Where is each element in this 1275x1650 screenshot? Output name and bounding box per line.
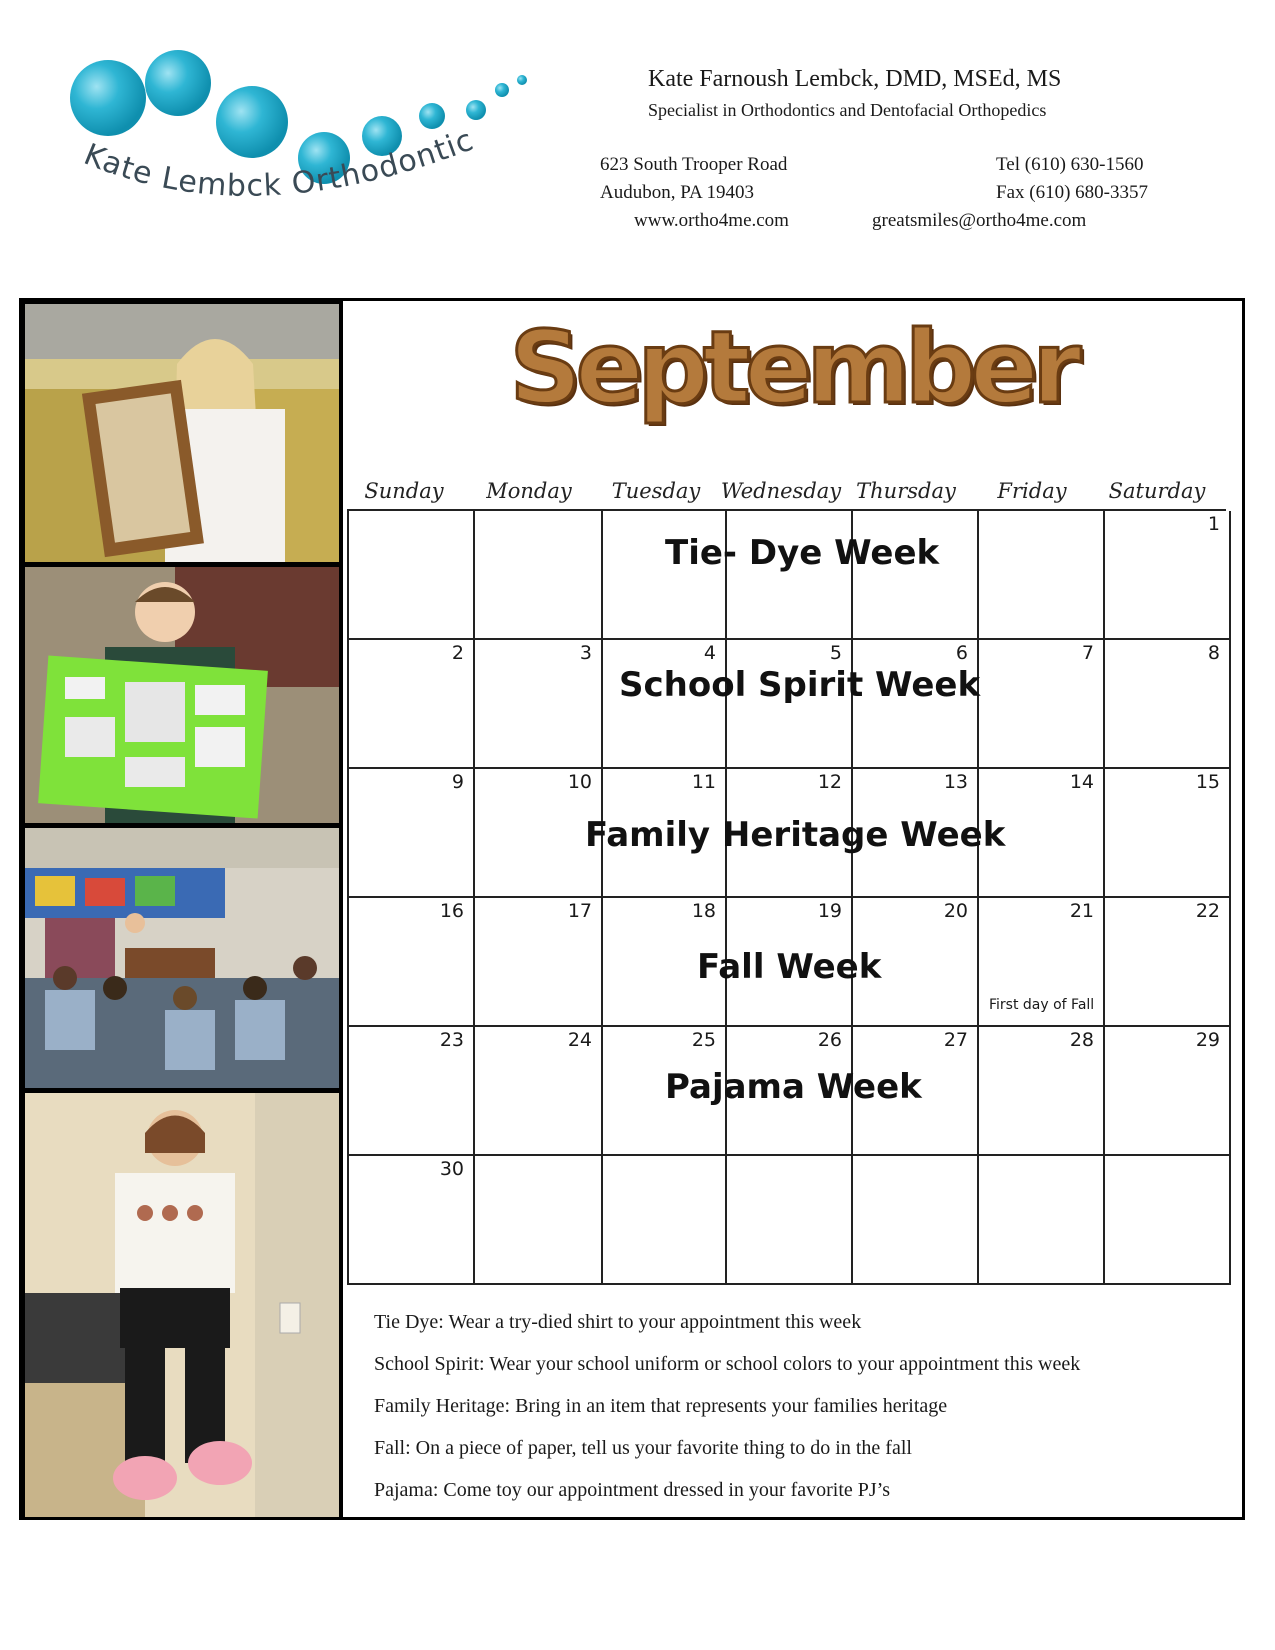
doctor-name: Kate Farnoush Lembck, DMD, MSEd, MS	[648, 66, 1062, 92]
day-number: 12	[817, 771, 842, 793]
day-number: 5	[829, 642, 842, 664]
day-number: 27	[943, 1029, 968, 1051]
day-cell	[1105, 1027, 1231, 1156]
address-line-1: 623 South Trooper Road	[600, 154, 788, 175]
day-cell	[979, 1156, 1105, 1285]
day-number: 6	[955, 642, 968, 664]
day-cell	[853, 511, 979, 640]
theme-descriptions	[374, 1301, 1234, 1511]
fall-description: Fall: On a piece of paper, tell us your favorite thing to do in the fall	[374, 1437, 912, 1459]
day-cell	[349, 640, 475, 769]
day-number: 18	[691, 900, 716, 922]
specialty: Specialist in Orthodontics and Dentofacial Orthopedics	[648, 100, 1047, 120]
address-line-2: Audubon, PA 19403	[600, 182, 754, 203]
day-number: 30	[439, 1158, 464, 1180]
day-cell	[349, 511, 475, 640]
day-cell	[1105, 898, 1231, 1027]
calendar-grid	[347, 509, 1226, 1285]
fax: Fax (610) 680-3357	[996, 182, 1148, 203]
day-cell	[603, 1156, 727, 1285]
weekday-saturday: Saturday	[1108, 479, 1206, 503]
day-cell	[475, 640, 603, 769]
day-number: 2	[451, 642, 464, 664]
day-cell	[1105, 511, 1231, 640]
day-cell	[349, 769, 475, 898]
day-number: 28	[1069, 1029, 1094, 1051]
day-cell	[1105, 1156, 1231, 1285]
day-cell	[475, 1027, 603, 1156]
tie-dye-description: Tie Dye: Wear a try-died shirt to your appointment this week	[374, 1311, 862, 1333]
day-number: 20	[943, 900, 968, 922]
day-number: 4	[703, 642, 716, 664]
email-link[interactable]: greatsmiles@ortho4me.com	[872, 210, 1087, 231]
day-number: 11	[691, 771, 716, 793]
day-number: 15	[1195, 771, 1220, 793]
first-day-of-fall-note: First day of Fall	[989, 997, 1095, 1013]
day-cell	[475, 511, 603, 640]
weekday-wednesday: Wednesday	[720, 479, 842, 503]
day-number: 9	[451, 771, 464, 793]
practice-logo	[70, 50, 570, 260]
day-cell	[475, 1156, 603, 1285]
day-cell	[979, 1027, 1105, 1156]
bubbles-logo-icon	[70, 50, 570, 260]
day-cell	[475, 898, 603, 1027]
day-cell	[1105, 769, 1231, 898]
day-cell	[979, 640, 1105, 769]
day-number: 29	[1195, 1029, 1220, 1051]
logo-text: Kate Lembck Orthodontic	[78, 122, 479, 204]
weekday-monday: Monday	[486, 479, 572, 503]
day-cell	[853, 1156, 979, 1285]
day-number: 21	[1069, 900, 1094, 922]
fall-week-label: Fall Week	[697, 947, 882, 987]
website-link[interactable]: www.ortho4me.com	[634, 210, 789, 231]
day-cell	[979, 511, 1105, 640]
photo-strip	[19, 298, 343, 1520]
photo-girl-in-pajamas	[25, 1093, 339, 1517]
day-number: 23	[439, 1029, 464, 1051]
day-number: 25	[691, 1029, 716, 1051]
day-number: 10	[567, 771, 592, 793]
school-spirit-week-label: School Spirit Week	[619, 665, 981, 705]
day-cell	[979, 898, 1105, 1027]
tie-dye-week-label: Tie- Dye Week	[665, 533, 940, 573]
day-number: 16	[439, 900, 464, 922]
day-cell	[349, 898, 475, 1027]
telephone: Tel (610) 630-1560	[996, 154, 1144, 175]
day-cell	[727, 511, 853, 640]
pajama-description: Pajama: Come toy our appointment dressed in your favorite PJ’s	[374, 1479, 891, 1501]
day-cell	[475, 769, 603, 898]
pajama-week-label: Pajama Week	[665, 1067, 922, 1107]
family-heritage-week-label: Family Heritage Week	[585, 815, 1006, 855]
day-cell	[349, 1156, 475, 1285]
weekday-thursday: Thursday	[856, 479, 956, 503]
day-cell	[603, 511, 727, 640]
weekday-tuesday: Tuesday	[611, 479, 701, 503]
photo-girl-with-plaque	[25, 304, 339, 562]
day-cell	[1105, 640, 1231, 769]
day-number: 7	[1081, 642, 1094, 664]
month-title: September	[509, 309, 1076, 426]
calendar-panel	[343, 298, 1245, 1520]
day-cell	[349, 1027, 475, 1156]
photo-classroom	[25, 828, 339, 1088]
day-number: 3	[579, 642, 592, 664]
day-number: 26	[817, 1029, 842, 1051]
day-number: 13	[943, 771, 968, 793]
weekday-friday: Friday	[997, 479, 1067, 503]
school-spirit-description: School Spirit: Wear your school uniform or school colors to your appointment this week	[374, 1353, 1081, 1375]
day-cell	[727, 1156, 853, 1285]
day-number: 19	[817, 900, 842, 922]
photo-boy-with-poster	[25, 567, 339, 823]
day-number: 1	[1207, 513, 1220, 535]
day-number: 14	[1069, 771, 1094, 793]
day-number: 8	[1207, 642, 1220, 664]
weekday-sunday: Sunday	[364, 479, 444, 503]
day-number: 17	[567, 900, 592, 922]
day-number: 24	[567, 1029, 592, 1051]
day-number: 22	[1195, 900, 1220, 922]
family-heritage-description: Family Heritage: Bring in an item that represents your families heritage	[374, 1395, 948, 1417]
